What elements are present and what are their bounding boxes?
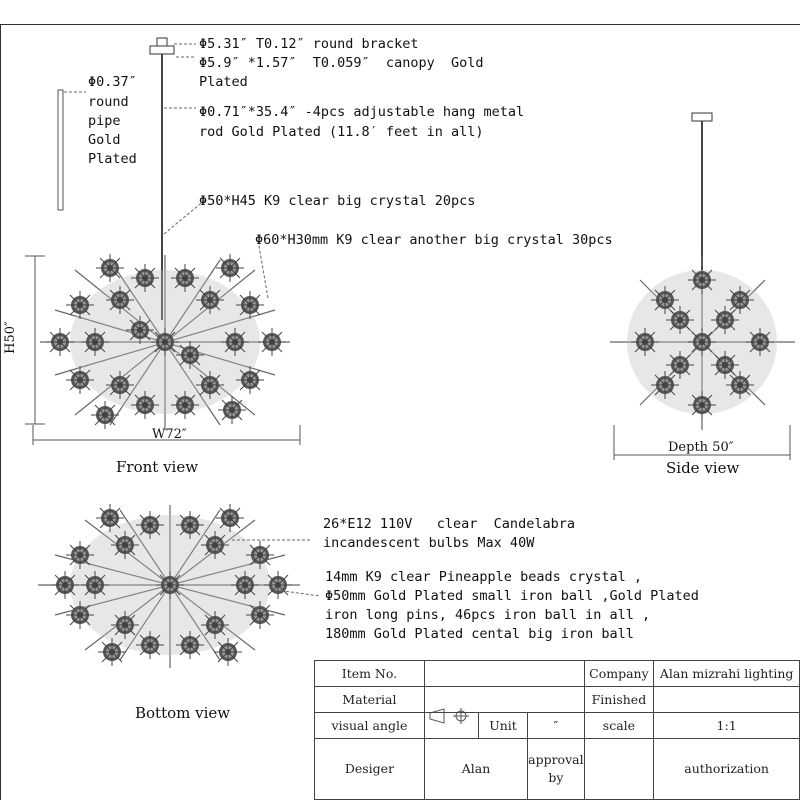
- pipe-note-line4: Gold: [88, 132, 121, 148]
- bracket-note: Φ5.31″ T0.12″ round bracket: [199, 36, 419, 52]
- beads-note-line3: iron long pins, 46pcs iron ball in all ,: [325, 607, 651, 623]
- beads-note-line4: 180mm Gold Plated cental big iron ball: [325, 626, 634, 642]
- bulbs-note-line2: incandescent bulbs Max 40W: [323, 535, 535, 551]
- finished-value: [654, 686, 800, 712]
- side-view-drawing: [610, 113, 795, 430]
- scale-value: 1:1: [654, 712, 800, 738]
- pipe-note-line2: round: [88, 94, 129, 110]
- bottom-view-label: Bottom view: [135, 704, 231, 722]
- approval-value: [584, 738, 654, 799]
- bulbs-note-line1: 26*E12 110V clear Candelabra: [323, 516, 575, 532]
- rod-note-line1: Φ0.71″*35.4″ -4pcs adjustable hang metal: [199, 104, 525, 120]
- pipe-note-line3: pipe: [88, 113, 121, 129]
- company-label: Company: [584, 661, 654, 687]
- side-view-label: Side view: [666, 459, 740, 477]
- material-value: [424, 686, 584, 712]
- front-view-drawing: [40, 38, 290, 430]
- bottom-view-drawing: [38, 504, 320, 668]
- visual-angle-label: visual angle: [315, 712, 425, 738]
- rod-note-line2: rod Gold Plated (11.8′ feet in all): [199, 124, 484, 140]
- item-no-label: Item No.: [315, 661, 425, 687]
- pipe-note-line5: Plated: [88, 151, 137, 167]
- title-block: [314, 660, 800, 800]
- unit-label: Unit: [478, 712, 527, 738]
- beads-note-line2: Φ50mm Gold Plated small iron ball ,Gold Plated: [325, 588, 699, 604]
- height-dimension: H50″: [2, 321, 18, 354]
- unit-value: ″: [528, 712, 584, 738]
- authorization-label: authorization: [654, 738, 800, 799]
- approval-label-line2: by: [548, 769, 564, 785]
- crystal-other-note: Φ60*H30mm K9 clear another big crystal 30pcs: [255, 232, 613, 248]
- finished-label: Finished: [584, 686, 654, 712]
- item-no-value: [424, 661, 584, 687]
- designer-value: Alan: [424, 738, 527, 799]
- designer-label: Desiger: [315, 738, 425, 799]
- pipe-detail-drawing: [58, 90, 86, 210]
- canopy-note-line1: Φ5.9″ *1.57″ T0.059″ canopy Gold: [199, 55, 484, 71]
- front-view-label: Front view: [116, 458, 199, 476]
- beads-note-line1: 14mm K9 clear Pineapple beads crystal ,: [325, 569, 642, 585]
- canopy-note-line2: Plated: [199, 74, 248, 90]
- width-dimension: W72″: [152, 427, 187, 442]
- pipe-note-line1: Φ0.37″: [88, 74, 137, 90]
- crystal-big-note: Φ50*H45 K9 clear big crystal 20pcs: [199, 193, 476, 209]
- company-value: Alan mizrahi lighting: [654, 661, 800, 687]
- approval-label: [528, 738, 584, 799]
- approval-label-line1: approval: [528, 751, 584, 767]
- scale-label: scale: [584, 712, 654, 738]
- depth-dimension: Depth 50″: [668, 440, 734, 455]
- visual-angle-cell: [424, 712, 478, 738]
- material-label: Material: [315, 686, 425, 712]
